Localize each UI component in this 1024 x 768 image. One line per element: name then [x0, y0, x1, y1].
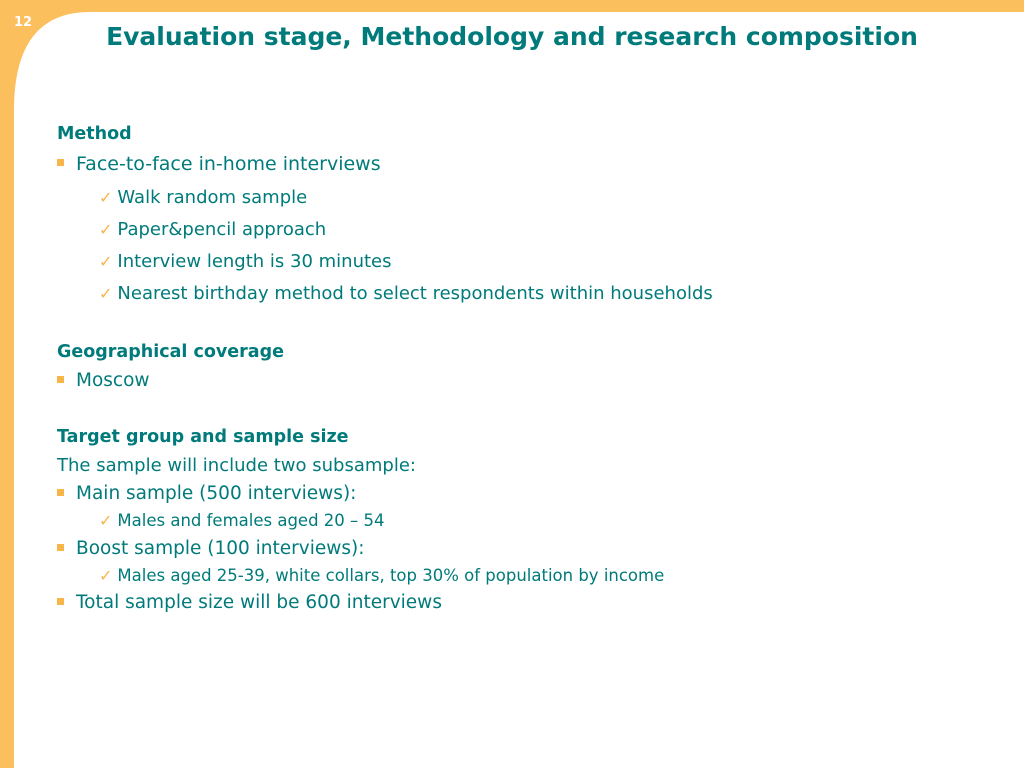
main-sample-bullet: Main sample (500 interviews): [57, 483, 356, 504]
checkmark-icon: ✓ [99, 220, 113, 239]
checkmark-icon: ✓ [99, 566, 113, 585]
slide-number: 12 [14, 15, 33, 30]
method-heading: Method [57, 124, 132, 144]
target-intro: The sample will include two subsample: [57, 455, 416, 476]
square-bullet-icon [57, 544, 64, 551]
method-bullet: Face-to-face in-home interviews [57, 153, 381, 175]
checkmark-icon: ✓ [99, 252, 113, 271]
square-bullet-icon [57, 598, 64, 605]
geography-bullet: Moscow [57, 370, 150, 391]
total-sample-bullet: Total sample size will be 600 interviews [57, 592, 442, 613]
checkmark-icon: ✓ [99, 188, 113, 207]
method-check-item: ✓ Nearest birthday method to select respondents within households [99, 283, 713, 304]
method-check-item: ✓ Walk random sample [99, 187, 308, 208]
square-bullet-icon [57, 376, 64, 383]
slide-title: Evaluation stage, Methodology and research composition [106, 22, 918, 51]
checkmark-icon: ✓ [99, 511, 113, 530]
boost-sample-bullet: Boost sample (100 interviews): [57, 538, 364, 559]
boost-sample-check: ✓ Males aged 25-39, white collars, top 30% of population by income [99, 566, 665, 585]
geography-heading: Geographical coverage [57, 342, 284, 362]
main-sample-check: ✓ Males and females aged 20 – 54 [99, 511, 385, 530]
square-bullet-icon [57, 159, 64, 166]
method-check-item: ✓ Interview length is 30 minutes [99, 251, 392, 272]
square-bullet-icon [57, 489, 64, 496]
method-check-item: ✓ Paper&pencil approach [99, 219, 327, 240]
target-heading: Target group and sample size [57, 427, 349, 447]
checkmark-icon: ✓ [99, 284, 113, 303]
